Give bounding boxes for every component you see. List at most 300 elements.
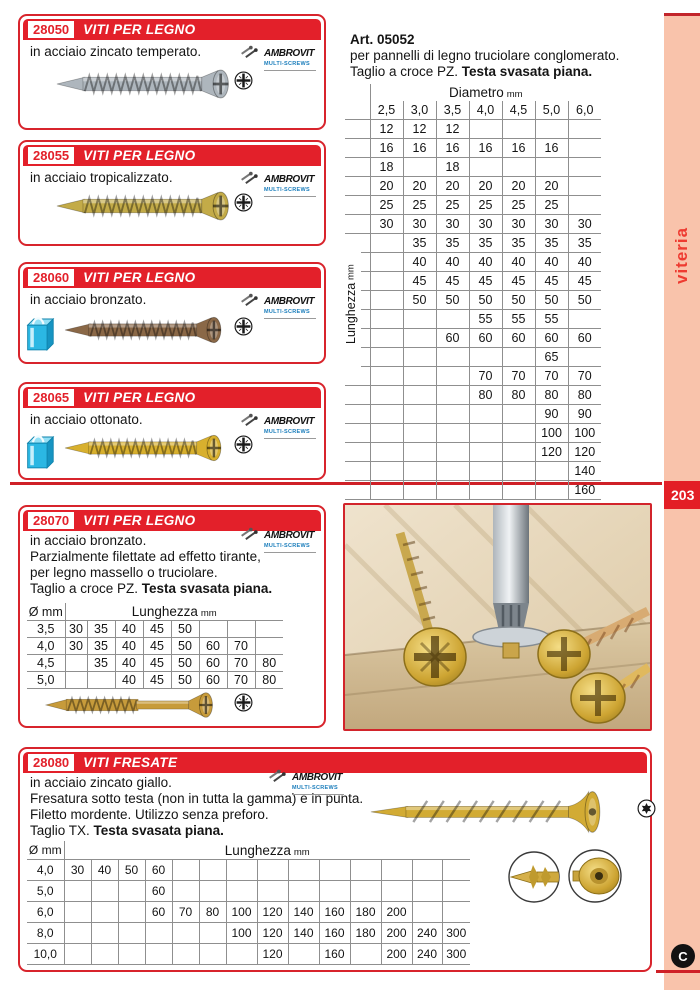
table-cell: 35 xyxy=(568,234,601,253)
table-cell xyxy=(370,348,403,367)
table-cell xyxy=(145,923,172,944)
table-cell: 160 xyxy=(319,923,350,944)
table-cell xyxy=(319,860,350,881)
brand-screws-icon xyxy=(239,525,261,540)
brand-name: AMBROVIT xyxy=(264,296,315,307)
table-cell: 30 xyxy=(403,215,436,234)
brand-tagline: MULTI-SCREWS xyxy=(264,429,310,435)
table-cell xyxy=(436,481,469,500)
table-cell: 5,0 xyxy=(27,672,65,689)
table-cell: 20 xyxy=(469,177,502,196)
table-cell: 40 xyxy=(403,253,436,272)
brand-name: AMBROVIT xyxy=(264,530,315,541)
table-cell: 60 xyxy=(199,672,227,689)
table-cell: 45 xyxy=(568,272,601,291)
table-cell xyxy=(436,348,469,367)
page-number-badge: 203 xyxy=(664,481,700,509)
table-cell: 55 xyxy=(502,310,535,329)
table-cell xyxy=(370,481,403,500)
table-cell xyxy=(370,405,403,424)
table-cell xyxy=(568,177,601,196)
sidebar-top-strip xyxy=(664,13,700,16)
table-cell: 140 xyxy=(288,923,319,944)
table-cell: 70 xyxy=(502,367,535,386)
table-cell xyxy=(403,329,436,348)
table-cell: 35 xyxy=(502,234,535,253)
table-cell: 40 xyxy=(115,672,143,689)
table-cell xyxy=(370,367,403,386)
table-cell xyxy=(345,101,370,120)
table-cell: 45 xyxy=(143,621,171,638)
table-cell: 80 xyxy=(469,386,502,405)
table-cell: 80 xyxy=(502,386,535,405)
gutter-cell xyxy=(345,196,370,215)
table-cell: 35 xyxy=(436,234,469,253)
product-block-28055 xyxy=(18,140,326,246)
table-cell: 90 xyxy=(568,405,601,424)
table-cell: 160 xyxy=(319,944,350,965)
table-cell: 60 xyxy=(469,329,502,348)
brand-screws-icon xyxy=(239,291,261,306)
table-cell xyxy=(469,120,502,139)
table-cell: 60 xyxy=(199,655,227,672)
gutter-cell xyxy=(345,120,370,139)
table-cell xyxy=(91,881,118,902)
table-cell: 3,5 xyxy=(27,621,65,638)
table-cell xyxy=(502,481,535,500)
brand-rule xyxy=(264,552,316,553)
table-cell xyxy=(469,481,502,500)
screw-image-zinc xyxy=(56,64,236,104)
table-row xyxy=(345,234,601,253)
table-cell: 180 xyxy=(350,923,381,944)
table-cell xyxy=(91,944,118,965)
brand-tagline: MULTI-SCREWS xyxy=(264,543,310,549)
table-cell xyxy=(436,405,469,424)
table-cell: 100 xyxy=(226,923,257,944)
screw-image-partial-thread xyxy=(45,687,241,723)
brand-tagline: MULTI-SCREWS xyxy=(264,309,310,315)
table-row xyxy=(27,923,470,944)
table-cell xyxy=(535,158,568,177)
table-cell: 50 xyxy=(171,672,199,689)
table-cell: 140 xyxy=(288,902,319,923)
brand-screws-icon xyxy=(267,767,289,782)
table-cell: 50 xyxy=(171,655,199,672)
column-header-cell: 4,0 xyxy=(469,101,502,120)
table-cell: 16 xyxy=(502,139,535,158)
table-cell xyxy=(403,386,436,405)
table-cell xyxy=(412,860,442,881)
table-cell xyxy=(145,944,172,965)
table-cell xyxy=(345,84,370,101)
brand-tagline: MULTI-SCREWS xyxy=(264,61,310,67)
table-cell: 40 xyxy=(568,253,601,272)
table-row xyxy=(345,367,601,386)
table-cell: 35 xyxy=(87,638,115,655)
table-cell xyxy=(442,881,470,902)
gutter-cell xyxy=(345,481,370,500)
brand-logo xyxy=(267,767,344,795)
table-cell xyxy=(568,139,601,158)
table-cell: 180 xyxy=(350,902,381,923)
table-cell: 60 xyxy=(145,860,172,881)
table-cell: 50 xyxy=(502,291,535,310)
product-block-28050 xyxy=(18,14,326,130)
table-row xyxy=(345,215,601,234)
table-cell: 100 xyxy=(535,424,568,443)
table-cell xyxy=(172,944,199,965)
table-cell: 30 xyxy=(535,215,568,234)
table-cell: 12 xyxy=(370,120,403,139)
table-cell xyxy=(436,310,469,329)
table-row xyxy=(345,139,601,158)
table-cell: 160 xyxy=(568,481,601,500)
table-cell: 35 xyxy=(87,621,115,638)
gutter-cell xyxy=(345,462,370,481)
brand-screws-icon xyxy=(239,169,261,184)
table-cell xyxy=(64,881,91,902)
product-description: in acciaio tropicalizzato. xyxy=(30,170,173,185)
table-cell: 40 xyxy=(91,860,118,881)
table-row xyxy=(345,481,601,500)
table-cell: 20 xyxy=(370,177,403,196)
gutter-cell xyxy=(345,139,370,158)
torx-drive-icon xyxy=(637,799,656,818)
table-cell xyxy=(502,443,535,462)
table-cell xyxy=(502,348,535,367)
table-cell: 200 xyxy=(381,944,412,965)
block-header xyxy=(23,387,321,408)
table-cell: 80 xyxy=(568,386,601,405)
table-cell xyxy=(91,902,118,923)
table-cell xyxy=(199,621,227,638)
table-cell: 16 xyxy=(535,139,568,158)
product-code: 28065 xyxy=(28,389,74,406)
column-header-cell: 3,0 xyxy=(403,101,436,120)
table-cell xyxy=(436,367,469,386)
table-cell: 8,0 xyxy=(27,923,64,944)
table-cell: 40 xyxy=(535,253,568,272)
table-row xyxy=(345,272,601,291)
table-columns-row xyxy=(345,101,601,120)
table-cell: 40 xyxy=(115,638,143,655)
table-cell: 40 xyxy=(115,621,143,638)
table-cell: 50 xyxy=(436,291,469,310)
product-title: VITI PER LEGNO xyxy=(83,148,196,163)
product-block-28065 xyxy=(18,382,326,480)
table-row xyxy=(345,177,601,196)
table-cell: 30 xyxy=(370,215,403,234)
brand-name: AMBROVIT xyxy=(264,174,315,185)
table-cell: 45 xyxy=(469,272,502,291)
table-row xyxy=(345,405,601,424)
screw-detail-circles xyxy=(503,847,638,905)
table-cell xyxy=(370,329,403,348)
product-code: 28050 xyxy=(28,21,74,38)
table-cell: 30 xyxy=(436,215,469,234)
table-cell: 25 xyxy=(469,196,502,215)
table-cell: 55 xyxy=(535,310,568,329)
brand-rule xyxy=(264,196,316,197)
table-cell: 240 xyxy=(412,923,442,944)
product-block-28070 xyxy=(18,505,326,728)
table-cell xyxy=(469,348,502,367)
table-cell: 40 xyxy=(436,253,469,272)
product-description: in acciaio bronzato. xyxy=(30,292,147,307)
table-cell xyxy=(226,860,257,881)
table-cell xyxy=(199,881,226,902)
brand-rule xyxy=(264,438,316,439)
table-cell xyxy=(370,310,403,329)
table-cell xyxy=(381,881,412,902)
brand-rule xyxy=(264,318,316,319)
table-cell xyxy=(91,923,118,944)
table-header-row xyxy=(27,841,470,860)
table-cell: 45 xyxy=(143,655,171,672)
table-cell: 70 xyxy=(469,367,502,386)
length-group-label: Lunghezza mm xyxy=(64,841,470,860)
table-cell: 12 xyxy=(436,120,469,139)
table-cell xyxy=(469,158,502,177)
table-cell xyxy=(403,481,436,500)
table-cell xyxy=(118,923,145,944)
product-title: VITI PER LEGNO xyxy=(83,390,196,405)
table-cell xyxy=(469,424,502,443)
table-cell: 45 xyxy=(535,272,568,291)
table-cell xyxy=(172,881,199,902)
table-cell: 120 xyxy=(257,902,288,923)
gutter-cell xyxy=(345,158,370,177)
table-cell xyxy=(257,860,288,881)
product-block-28060 xyxy=(18,262,326,364)
table-cell xyxy=(568,120,601,139)
table-cell: 50 xyxy=(469,291,502,310)
table-row xyxy=(345,253,601,272)
table-cell xyxy=(288,881,319,902)
column-header-cell: 4,5 xyxy=(502,101,535,120)
diameter-length-table-28080 xyxy=(27,841,470,965)
table-cell: 40 xyxy=(115,655,143,672)
table-cell xyxy=(370,234,403,253)
table-cell: 50 xyxy=(535,291,568,310)
table-cell xyxy=(403,405,436,424)
table-cell xyxy=(118,902,145,923)
table-row xyxy=(345,443,601,462)
table-cell xyxy=(381,860,412,881)
table-cell xyxy=(65,672,87,689)
table-cell xyxy=(199,923,226,944)
table-cell: 4,5 xyxy=(27,655,65,672)
table-cell xyxy=(502,158,535,177)
table-cell: 60 xyxy=(502,329,535,348)
table-row xyxy=(27,621,283,638)
table-cell xyxy=(568,348,601,367)
table-row xyxy=(27,638,283,655)
pozidriv-drive-icon xyxy=(234,317,253,336)
table-cell: 50 xyxy=(118,860,145,881)
table-cell: 35 xyxy=(535,234,568,253)
table-cell: 6,0 xyxy=(27,902,64,923)
column-header-cell: 2,5 xyxy=(370,101,403,120)
table-cell: 40 xyxy=(469,253,502,272)
table-cell: 12 xyxy=(403,120,436,139)
table-cell: 30 xyxy=(64,860,91,881)
column-header-cell: 3,5 xyxy=(436,101,469,120)
block-header xyxy=(23,19,321,40)
table-cell: 25 xyxy=(535,196,568,215)
table-cell: 50 xyxy=(171,638,199,655)
table-row xyxy=(345,310,601,329)
article-description: per pannelli di legno truciolare conglomerato. xyxy=(350,48,620,63)
table-cell xyxy=(436,462,469,481)
article-number: Art. 05052 xyxy=(350,32,415,47)
table-cell: 240 xyxy=(412,944,442,965)
gutter-cell xyxy=(345,443,370,462)
table-cell: 60 xyxy=(535,329,568,348)
table-cell: 30 xyxy=(65,638,87,655)
screw-image-yellow-zinc xyxy=(365,787,650,835)
table-cell xyxy=(469,462,502,481)
table-cell xyxy=(535,462,568,481)
table-row xyxy=(27,944,470,965)
table-cell: 30 xyxy=(568,215,601,234)
table-cell xyxy=(172,860,199,881)
table-cell: 25 xyxy=(436,196,469,215)
table-cell xyxy=(65,655,87,672)
table-cell: 120 xyxy=(568,443,601,462)
table-cell: 45 xyxy=(403,272,436,291)
table-cell: 18 xyxy=(370,158,403,177)
diameter-length-table xyxy=(345,84,601,500)
screw-image-brassed xyxy=(62,430,230,466)
table-cell: 20 xyxy=(502,177,535,196)
table-row xyxy=(345,348,601,367)
table-cell xyxy=(118,944,145,965)
gutter-cell xyxy=(345,177,370,196)
product-description: in acciaio bronzato. Parzialmente filettate ad effetto tirante, per legno massello o truciolare. Taglio a croce PZ. Testa svasata piana. xyxy=(30,533,273,596)
table-cell: 40 xyxy=(502,253,535,272)
table-cell xyxy=(226,944,257,965)
publisher-logo: C xyxy=(671,944,695,968)
table-cell: 45 xyxy=(502,272,535,291)
table-cell xyxy=(172,923,199,944)
table-cell: 20 xyxy=(535,177,568,196)
table-cell: 60 xyxy=(145,902,172,923)
table-cell: 300 xyxy=(442,923,470,944)
article-description-2: Taglio a croce PZ. Testa svasata piana. xyxy=(350,64,593,79)
bottom-rule-right xyxy=(656,970,700,973)
table-row xyxy=(345,196,601,215)
table-cell: 35 xyxy=(403,234,436,253)
table-cell xyxy=(502,424,535,443)
brand-rule xyxy=(292,794,344,795)
table-cell xyxy=(436,443,469,462)
table-cell xyxy=(350,881,381,902)
product-description: in acciaio zincato giallo. Fresatura sotto testa (non in tutta la gamma) e in punta. Filetto mordente. Utilizzo senza preforo. Taglio TX. Testa svasata piana. xyxy=(30,775,364,838)
product-photo xyxy=(343,503,652,731)
gutter-cell xyxy=(345,405,370,424)
product-title: VITI PER LEGNO xyxy=(83,513,196,528)
table-cell xyxy=(370,462,403,481)
table-cell xyxy=(370,253,403,272)
gutter-cell xyxy=(345,386,370,405)
table-cell xyxy=(257,881,288,902)
packaging-box-icon xyxy=(25,432,55,472)
table-cell xyxy=(319,881,350,902)
block-header xyxy=(23,267,321,288)
table-cell: 120 xyxy=(257,944,288,965)
table-cell xyxy=(370,424,403,443)
table-cell: 100 xyxy=(226,902,257,923)
table-row xyxy=(27,655,283,672)
table-cell xyxy=(288,944,319,965)
table-row xyxy=(345,462,601,481)
table-cell xyxy=(436,424,469,443)
table-cell xyxy=(502,405,535,424)
table-cell: 35 xyxy=(87,655,115,672)
table-cell xyxy=(412,902,442,923)
diameter-column-label: Ø mm xyxy=(27,603,65,621)
block-header xyxy=(23,145,321,166)
table-header-row xyxy=(27,603,283,621)
table-cell xyxy=(403,367,436,386)
brand-screws-icon xyxy=(239,411,261,426)
gutter-cell xyxy=(345,424,370,443)
table-cell xyxy=(255,638,283,655)
product-title: VITI FRESATE xyxy=(83,755,178,770)
table-cell xyxy=(64,902,91,923)
photo-illustration xyxy=(345,505,650,729)
table-row xyxy=(27,672,283,689)
table-cell xyxy=(199,944,226,965)
gutter-cell xyxy=(345,215,370,234)
table-cell xyxy=(370,443,403,462)
table-cell: 30 xyxy=(502,215,535,234)
table-cell xyxy=(535,481,568,500)
table-row xyxy=(345,386,601,405)
table-cell: 16 xyxy=(469,139,502,158)
table-cell: 60 xyxy=(436,329,469,348)
table-cell: 35 xyxy=(469,234,502,253)
table-cell xyxy=(403,443,436,462)
table-cell xyxy=(226,881,257,902)
table-cell xyxy=(412,881,442,902)
pozidriv-drive-icon xyxy=(234,435,253,454)
table-cell: 70 xyxy=(568,367,601,386)
table-cell xyxy=(442,902,470,923)
table-cell xyxy=(469,405,502,424)
table-row xyxy=(345,329,601,348)
table-cell xyxy=(350,944,381,965)
length-group-label: Lunghezza mm xyxy=(65,603,283,621)
diameter-group-label: Diametro mm xyxy=(370,84,601,101)
table-row xyxy=(27,860,470,881)
table-cell: 160 xyxy=(319,902,350,923)
brand-logo xyxy=(239,525,316,553)
table-cell: 70 xyxy=(227,638,255,655)
table-cell: 50 xyxy=(568,291,601,310)
table-cell xyxy=(535,120,568,139)
table-cell: 120 xyxy=(257,923,288,944)
screw-image-tropicalized xyxy=(56,186,236,226)
brand-logo xyxy=(239,291,316,319)
brand-screws-icon xyxy=(239,43,261,58)
table-row xyxy=(345,120,601,139)
table-cell: 60 xyxy=(568,329,601,348)
table-cell xyxy=(403,424,436,443)
table-cell xyxy=(199,860,226,881)
